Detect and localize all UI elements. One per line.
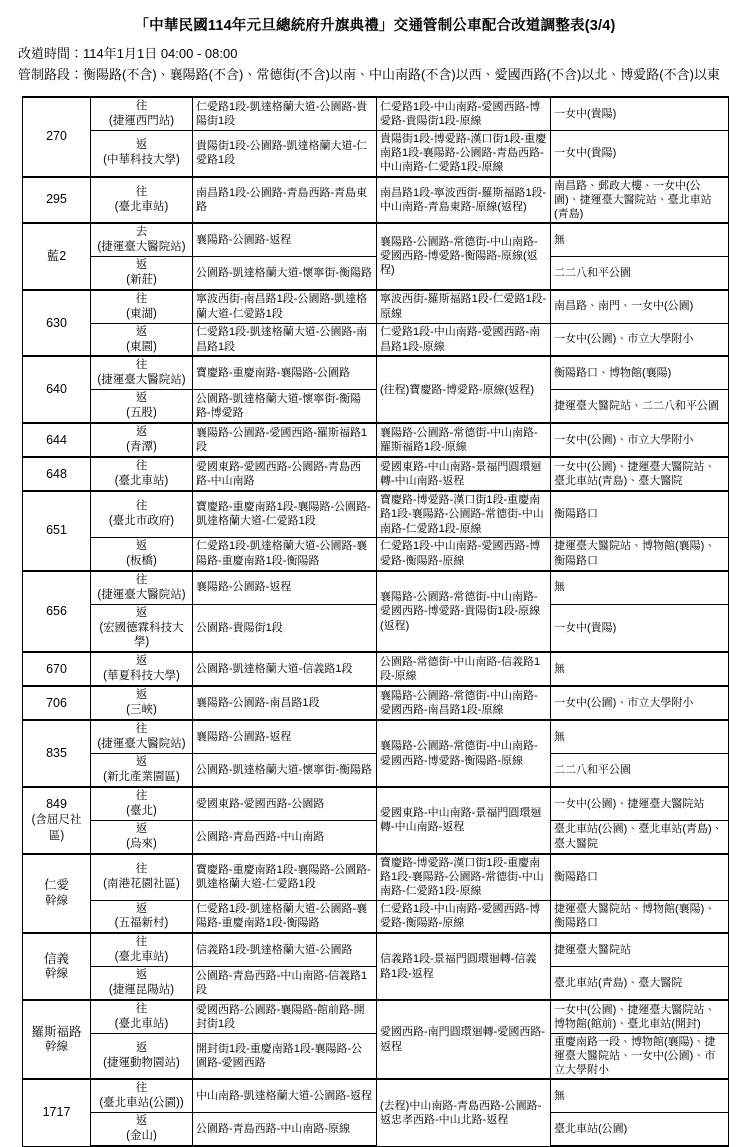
route-number-cell bbox=[23, 290, 91, 357]
direction-cell bbox=[91, 177, 193, 223]
direction-label: 往 bbox=[135, 99, 148, 112]
detour-path-cell: 寶慶路-重慶南路1段-襄陽路-公園路-凱達格蘭大道-仁愛路1段 bbox=[193, 491, 377, 537]
detour-path-cell: 愛國東路-愛國西路-公園路 bbox=[193, 787, 377, 820]
direction-label: 返 bbox=[135, 539, 148, 552]
detour-path-cell: 仁愛路1段-凱達格蘭大道-公園路-襄陽路-重慶南路1段-衡陽路 bbox=[193, 900, 377, 933]
detour-path-cell: 貴陽街1段-公園路-凱達格蘭大道-仁愛路1段 bbox=[193, 130, 377, 176]
detour-path-cell: 公園路-貴陽街1段 bbox=[193, 604, 377, 652]
direction-destination: (捷運動物園站) bbox=[103, 1057, 180, 1070]
table-row bbox=[23, 1113, 729, 1146]
direction-label: 往 bbox=[135, 1003, 148, 1016]
table-row bbox=[23, 130, 729, 176]
suspended-stops-cell: 一女中(公園)、捷運臺大醫院站、臺北車站(青島)、臺大醫院 bbox=[551, 457, 729, 491]
direction-cell bbox=[91, 686, 193, 720]
direction-destination: (華夏科技大學) bbox=[103, 670, 180, 683]
detour-path-cell: 襄陽路-公園路-返程 bbox=[193, 223, 377, 256]
detour-path-cell: 仁愛路1段-凱達格蘭大道-公園路-南昌路1段 bbox=[193, 323, 377, 356]
detour-path-cell: 寧波西街-南昌路1段-公園路-凱達格蘭大道-仁愛路1段 bbox=[193, 290, 377, 323]
direction-destination: (金山) bbox=[126, 1130, 157, 1143]
table-row bbox=[23, 1000, 729, 1033]
detour-time-value: 114年1月1日 04:00 - 08:00 bbox=[83, 45, 238, 61]
table-row bbox=[23, 604, 729, 652]
original-path-cell: (去程)中山南路-青島西路-公園路-返忠孝西路-中山北路-返程 bbox=[377, 1079, 551, 1146]
direction-cell bbox=[91, 97, 193, 130]
direction-cell bbox=[91, 457, 193, 491]
route-number-cell bbox=[23, 854, 91, 934]
detour-path-cell: 襄陽路-公園路-南昌路1段 bbox=[193, 686, 377, 720]
suspended-stops-cell: 衡陽路口 bbox=[551, 491, 729, 537]
original-path-cell: 寶慶路-博愛路-漢口街1段-重慶南路1段-襄陽路-公園路-常德街-中山南路-仁愛路1段-原線 bbox=[377, 491, 551, 537]
direction-label: 返 bbox=[135, 689, 148, 702]
original-path-cell: (往程)寶慶路-博愛路-原線(返程) bbox=[377, 356, 551, 423]
detour-path-cell: 公園路-凱達格蘭大道-懷寧街-衡陽路-博愛路 bbox=[193, 390, 377, 423]
detour-path-cell: 寶慶路-重慶南路1段-襄陽路-公園路-凱達格蘭大道-仁愛路1段 bbox=[193, 854, 377, 900]
detour-path-cell: 愛國東路-愛國西路-公園路-青島西路-中山南路 bbox=[193, 457, 377, 491]
route-number: 651 bbox=[46, 523, 67, 538]
table-row bbox=[23, 967, 729, 1000]
direction-label: 往 bbox=[135, 460, 148, 473]
route-number-note: 幹線 bbox=[45, 895, 68, 908]
direction-cell bbox=[91, 356, 193, 389]
direction-destination: (五股) bbox=[126, 407, 157, 420]
route-number-cell bbox=[23, 423, 91, 457]
route-number: 藍2 bbox=[46, 248, 67, 263]
direction-destination: (臺北車站) bbox=[114, 200, 169, 213]
direction-destination: (三峽) bbox=[126, 704, 157, 717]
detour-path-cell: 寶慶路-重慶南路-襄陽路-公園路 bbox=[193, 356, 377, 389]
table-row bbox=[23, 356, 729, 389]
route-number-cell bbox=[23, 1079, 91, 1146]
direction-label: 返 bbox=[135, 139, 148, 152]
original-path-cell: 仁愛路1段-中山南路-愛國西路-博愛路-貴陽街1段-原線 bbox=[377, 97, 551, 130]
table-row bbox=[23, 686, 729, 720]
direction-cell bbox=[91, 933, 193, 966]
direction-destination: (捷運臺大醫院站) bbox=[97, 588, 186, 601]
table-row bbox=[23, 933, 729, 966]
suspended-stops-cell: 一女中(貴陽) bbox=[551, 97, 729, 130]
bus-route-adjustment-table bbox=[22, 96, 729, 1147]
table-row bbox=[23, 754, 729, 787]
direction-cell bbox=[91, 290, 193, 323]
suspended-stops-cell: 臺北車站(青島)、臺大醫院 bbox=[551, 967, 729, 1000]
suspended-stops-cell: 重慶南路一段、博物館(襄陽)、捷運臺大醫院站、一女中(公園)、市立大學附小 bbox=[551, 1034, 729, 1080]
direction-label: 返 bbox=[135, 756, 148, 769]
table-row bbox=[23, 491, 729, 537]
table-row bbox=[23, 390, 729, 423]
control-section-label: 管制路段： bbox=[18, 66, 84, 82]
route-number-cell bbox=[23, 686, 91, 720]
suspended-stops-cell: 無 bbox=[551, 1079, 729, 1112]
detour-path-cell: 信義路1段-凱達格蘭大道-公園路 bbox=[193, 933, 377, 966]
direction-destination: (烏來) bbox=[126, 837, 157, 850]
route-number-cell bbox=[23, 457, 91, 491]
table-row bbox=[23, 423, 729, 457]
direction-label: 往 bbox=[135, 292, 148, 305]
direction-cell bbox=[91, 820, 193, 853]
original-path-cell: 貴陽街1段-博愛路-漢口街1段-重慶南路1段-襄陽路-公園路-青島西路-中山南路-仁愛路1段-原線 bbox=[377, 130, 551, 176]
suspended-stops-cell: 二二八和平公園 bbox=[551, 256, 729, 289]
direction-destination: (臺北車站(公園)) bbox=[99, 1097, 184, 1110]
page-title: 「中華民國114年元旦總統府升旗典禮」交通管制公車配合改道調整表(3/4) bbox=[134, 18, 616, 34]
detour-time-line bbox=[18, 43, 750, 64]
route-number-cell bbox=[23, 223, 91, 290]
direction-cell bbox=[91, 652, 193, 686]
table-row bbox=[23, 256, 729, 289]
detour-path-cell: 公園路-凱達格蘭大道-懷寧街-衡陽路 bbox=[193, 256, 377, 289]
direction-cell bbox=[91, 1034, 193, 1080]
direction-destination: (臺北車站) bbox=[114, 1018, 169, 1031]
table-row bbox=[23, 720, 729, 753]
direction-label: 返 bbox=[135, 822, 148, 835]
suspended-stops-cell: 無 bbox=[551, 223, 729, 256]
direction-cell bbox=[91, 323, 193, 356]
route-number-cell bbox=[23, 1000, 91, 1079]
route-number: 295 bbox=[46, 192, 67, 207]
route-number: 1717 bbox=[42, 1105, 71, 1120]
detour-path-cell: 襄陽路-公園路-返程 bbox=[193, 571, 377, 604]
suspended-stops-cell: 臺北車站(公園) bbox=[551, 1113, 729, 1146]
suspended-stops-cell: 一女中(公園)、市立大學附小 bbox=[551, 323, 729, 356]
detour-path-cell: 襄陽路-公園路-愛國西路-羅斯福路1段 bbox=[193, 423, 377, 457]
route-number: 849 bbox=[46, 797, 67, 812]
route-number-cell bbox=[23, 571, 91, 653]
direction-destination: (臺北市政府) bbox=[108, 515, 175, 528]
suspended-stops-cell: 南昌路、郵政大樓、一女中(公園)、捷運臺大醫院站、臺北車站(青島) bbox=[551, 177, 729, 223]
route-number-cell bbox=[23, 97, 91, 177]
direction-label: 去 bbox=[135, 225, 148, 238]
suspended-stops-cell: 一女中(公園)、市立大學附小 bbox=[551, 423, 729, 457]
direction-label: 返 bbox=[135, 1115, 148, 1128]
direction-label: 返 bbox=[135, 258, 148, 271]
table-row bbox=[23, 820, 729, 853]
direction-label: 往 bbox=[135, 185, 148, 198]
detour-path-cell: 中山南路-凱達格蘭大道-公園路-返程 bbox=[193, 1079, 377, 1112]
original-path-cell: 愛國西路-南門圓環迴轉-愛國西路-返程 bbox=[377, 1000, 551, 1079]
detour-path-cell: 公園路-凱達格蘭大道-懷寧街-衡陽路 bbox=[193, 754, 377, 787]
route-number: 656 bbox=[46, 604, 67, 619]
direction-label: 往 bbox=[135, 573, 148, 586]
table-row bbox=[23, 177, 729, 223]
original-path-cell: 南昌路1段-寧波西街-羅斯福路1段-中山南路-青島東路-原線(返程) bbox=[377, 177, 551, 223]
direction-cell bbox=[91, 571, 193, 604]
route-number: 270 bbox=[46, 129, 67, 144]
direction-label: 返 bbox=[135, 969, 148, 982]
direction-destination: (新莊) bbox=[126, 273, 157, 286]
direction-destination: (捷運臺大醫院站) bbox=[97, 738, 186, 751]
original-path-cell: 愛國東路-中山南路-景福門圓環迴轉-中山南路-返程 bbox=[377, 787, 551, 854]
direction-destination: (東湖) bbox=[126, 307, 157, 320]
detour-path-cell: 仁愛路1段-凱達格蘭大道-公園路-襄陽路-重慶南路1段-衡陽路 bbox=[193, 537, 377, 570]
route-number-note: (含屈尺社區) bbox=[31, 814, 82, 842]
table-row bbox=[23, 1079, 729, 1112]
suspended-stops-cell: 二二八和平公園 bbox=[551, 754, 729, 787]
direction-label: 往 bbox=[135, 936, 148, 949]
table-row bbox=[23, 457, 729, 491]
suspended-stops-cell: 無 bbox=[551, 571, 729, 604]
route-number: 羅斯福路 bbox=[31, 1024, 82, 1039]
direction-label: 返 bbox=[135, 392, 148, 405]
table-row bbox=[23, 571, 729, 604]
table-row bbox=[23, 900, 729, 933]
suspended-stops-cell: 衡陽路口、博物館(襄陽) bbox=[551, 356, 729, 389]
control-section-line bbox=[18, 64, 750, 85]
suspended-stops-cell: 捷運臺大醫院站、博物館(襄陽)、衡陽路口 bbox=[551, 900, 729, 933]
route-number-cell bbox=[23, 356, 91, 423]
direction-cell bbox=[91, 223, 193, 256]
direction-destination: (捷運昆陽站) bbox=[108, 984, 175, 997]
control-section-value: 衡陽路(不含)、襄陽路(不含)、常德街(不含)以南、中山南路(不含)以西、愛國西路(不含)以北、博愛路(不含)以東 bbox=[83, 66, 720, 82]
direction-destination: (捷運臺大醫院站) bbox=[97, 374, 186, 387]
direction-cell bbox=[91, 854, 193, 900]
detour-path-cell: 公園路-青島西路-中山南路 bbox=[193, 820, 377, 853]
route-number-cell bbox=[23, 652, 91, 686]
direction-cell bbox=[91, 1000, 193, 1033]
original-path-cell: 寶慶路-博愛路-漢口街1段-重慶南路1段-襄陽路-公園路-常德街-中山南路-仁愛路1段-原線 bbox=[377, 854, 551, 900]
direction-label: 返 bbox=[135, 655, 148, 668]
direction-destination: (臺北車站) bbox=[114, 951, 169, 964]
direction-destination: (捷運臺大醫院站) bbox=[97, 240, 186, 253]
direction-cell bbox=[91, 537, 193, 570]
original-path-cell: 襄陽路-公園路-常德街-中山南路-愛國西路-博愛路-貴陽街1段-原線(返程) bbox=[377, 571, 551, 653]
direction-cell bbox=[91, 423, 193, 457]
direction-destination: (五福新村) bbox=[114, 917, 169, 930]
route-number: 648 bbox=[46, 466, 67, 481]
detour-path-cell: 襄陽路-公園路-返程 bbox=[193, 720, 377, 753]
route-number-cell bbox=[23, 177, 91, 223]
direction-destination: (青潭) bbox=[126, 441, 157, 454]
direction-label: 返 bbox=[135, 426, 148, 439]
direction-cell bbox=[91, 900, 193, 933]
suspended-stops-cell: 一女中(貴陽) bbox=[551, 604, 729, 652]
direction-label: 往 bbox=[135, 500, 148, 513]
route-number-cell bbox=[23, 787, 91, 854]
direction-cell bbox=[91, 256, 193, 289]
detour-path-cell: 公園路-青島西路-中山南路-原線 bbox=[193, 1113, 377, 1146]
direction-destination: (南港花園社區) bbox=[103, 878, 180, 891]
route-number: 706 bbox=[46, 695, 67, 710]
direction-destination: (中華科技大學) bbox=[103, 154, 180, 167]
original-path-cell: 襄陽路-公園路-常德街-中山南路-羅斯福路1段-原線 bbox=[377, 423, 551, 457]
original-path-cell: 信義路1段-景福門圓環迴轉-信義路1段-返程 bbox=[377, 933, 551, 1000]
direction-cell bbox=[91, 1113, 193, 1146]
direction-cell bbox=[91, 130, 193, 176]
suspended-stops-cell: 一女中(公園)、市立大學附小 bbox=[551, 686, 729, 720]
route-number: 640 bbox=[46, 382, 67, 397]
suspended-stops-cell: 南昌路、南門、一女中(公園) bbox=[551, 290, 729, 323]
direction-label: 返 bbox=[135, 902, 148, 915]
document-meta bbox=[0, 36, 750, 85]
direction-label: 往 bbox=[135, 789, 148, 802]
original-path-cell: 襄陽路-公園路-常德街-中山南路-愛國西路-博愛路-衡陽路-原線(返程) bbox=[377, 223, 551, 290]
original-path-cell: 寧波西街-羅斯福路1段-仁愛路1段-原線 bbox=[377, 290, 551, 323]
detour-path-cell: 公園路-凱達格蘭大道-信義路1段 bbox=[193, 652, 377, 686]
route-number-cell bbox=[23, 491, 91, 571]
suspended-stops-cell: 捷運臺大醫院站、博物館(襄陽)、衡陽路口 bbox=[551, 537, 729, 570]
direction-destination: (捷運西門站) bbox=[108, 114, 175, 127]
original-path-cell: 仁愛路1段-中山南路-愛國西路-博愛路-衡陽路-原線 bbox=[377, 900, 551, 933]
original-path-cell: 仁愛路1段-中山南路-愛國西路-博愛路-衡陽路-原線 bbox=[377, 537, 551, 570]
direction-cell bbox=[91, 1079, 193, 1112]
direction-destination: (臺北車站) bbox=[114, 475, 169, 487]
table-row bbox=[23, 290, 729, 323]
original-path-cell: 襄陽路-公園路-常德街-中山南路-愛國西路-南昌路1段-原線 bbox=[377, 686, 551, 720]
direction-label: 往 bbox=[135, 1082, 148, 1095]
original-path-cell: 愛國東路-中山南路-景福門圓環迴轉-中山南路-返程 bbox=[377, 457, 551, 491]
table-row bbox=[23, 97, 729, 130]
direction-cell bbox=[91, 967, 193, 1000]
table-row bbox=[23, 1034, 729, 1080]
route-number-cell bbox=[23, 933, 91, 1000]
detour-path-cell: 愛國西路-公園路-襄陽路-館前路-開封街1段 bbox=[193, 1000, 377, 1033]
route-number: 835 bbox=[46, 746, 67, 761]
suspended-stops-cell: 無 bbox=[551, 652, 729, 686]
detour-path-cell: 仁愛路1段-凱達格蘭大道-公園路-貴陽街1段 bbox=[193, 97, 377, 130]
table-row bbox=[23, 323, 729, 356]
table-container bbox=[0, 85, 750, 1147]
original-path-cell: 襄陽路-公園路-常德街-中山南路-愛國西路-博愛路-衡陽路-原線 bbox=[377, 720, 551, 787]
direction-cell bbox=[91, 787, 193, 820]
suspended-stops-cell: 衡陽路口 bbox=[551, 854, 729, 900]
direction-cell bbox=[91, 754, 193, 787]
route-number-note: 幹線 bbox=[45, 1041, 68, 1054]
direction-label: 往 bbox=[135, 723, 148, 736]
table-row bbox=[23, 223, 729, 256]
direction-cell bbox=[91, 720, 193, 753]
suspended-stops-cell: 一女中(貴陽) bbox=[551, 130, 729, 176]
table-row bbox=[23, 537, 729, 570]
route-number: 644 bbox=[46, 432, 67, 447]
route-number: 信義 bbox=[43, 951, 69, 966]
direction-destination: (新北產業園區) bbox=[103, 770, 180, 783]
suspended-stops-cell: 捷運臺大醫院站、二二八和平公園 bbox=[551, 390, 729, 423]
direction-label: 返 bbox=[135, 1042, 148, 1055]
direction-label: 往 bbox=[135, 359, 148, 372]
suspended-stops-cell: 臺北車站(公園)、臺北車站(青島)、臺大醫院 bbox=[551, 820, 729, 853]
table-row bbox=[23, 787, 729, 820]
suspended-stops-cell: 一女中(公園)、捷運臺大醫院站 bbox=[551, 787, 729, 820]
detour-time-label: 改道時間： bbox=[18, 45, 84, 61]
direction-destination: (東園) bbox=[126, 340, 157, 353]
direction-destination: (臺北) bbox=[126, 804, 157, 817]
route-number: 630 bbox=[46, 315, 67, 330]
route-number: 仁愛 bbox=[43, 878, 69, 893]
suspended-stops-cell: 捷運臺大醫院站 bbox=[551, 933, 729, 966]
detour-path-cell: 公園路-青島西路-中山南路-信義路1段 bbox=[193, 967, 377, 1000]
direction-destination: (宏國德霖科技大學) bbox=[99, 621, 184, 649]
original-path-cell: 仁愛路1段-中山南路-愛國西路-南昌路1段-原線 bbox=[377, 323, 551, 356]
direction-cell bbox=[91, 604, 193, 652]
direction-label: 返 bbox=[135, 606, 148, 619]
original-path-cell: 公園路-常德街-中山南路-信義路1段-原線 bbox=[377, 652, 551, 686]
route-number-note: 幹線 bbox=[45, 968, 68, 981]
direction-destination: (板橋) bbox=[126, 554, 157, 567]
direction-cell bbox=[91, 390, 193, 423]
table-row bbox=[23, 854, 729, 900]
suspended-stops-cell: 一女中(公園)、捷運臺大醫院站、博物館(館前)、臺北車站(開封) bbox=[551, 1000, 729, 1033]
suspended-stops-cell: 無 bbox=[551, 720, 729, 753]
direction-label: 往 bbox=[135, 863, 148, 876]
direction-label: 返 bbox=[135, 325, 148, 338]
detour-path-cell: 南昌路1段-公園路-青島西路-青島東路 bbox=[193, 177, 377, 223]
route-number-cell bbox=[23, 720, 91, 787]
route-number: 670 bbox=[46, 661, 67, 676]
table-row bbox=[23, 652, 729, 686]
direction-cell bbox=[91, 491, 193, 537]
detour-path-cell: 開封街1段-重慶南路1段-襄陽路-公園路-愛國西路 bbox=[193, 1034, 377, 1080]
